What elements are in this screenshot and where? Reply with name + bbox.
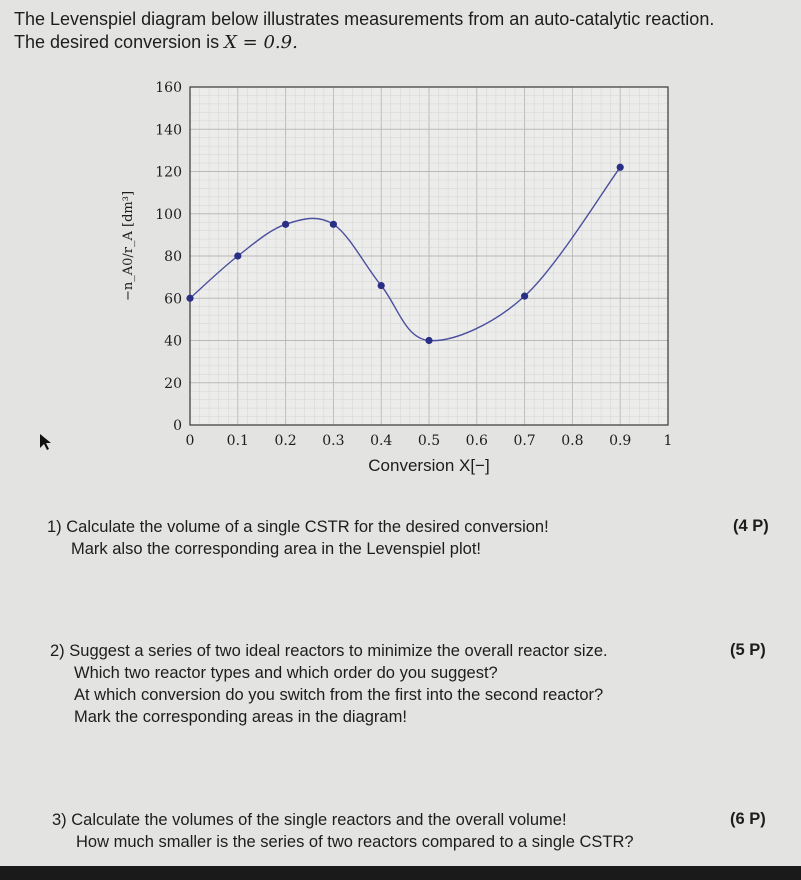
- y-tick-label: 60: [164, 291, 182, 308]
- data-point-marker: [234, 252, 241, 259]
- question-1-line-2: Mark also the corresponding area in the Levenspiel plot!: [71, 540, 481, 558]
- intro-line-1: The Levenspiel diagram below illustrates measurements from an auto-catalytic reaction.: [14, 9, 715, 29]
- question-2-line-4: Mark the corresponding areas in the diagram!: [74, 708, 407, 726]
- x-axis-label: Conversion X[−]: [368, 456, 490, 475]
- question-2-line-1: Suggest a series of two ideal reactors to minimize the overall reactor size.: [69, 642, 608, 660]
- data-point-marker: [617, 164, 624, 171]
- levenspiel-plot-svg: [110, 75, 700, 495]
- data-point-marker: [378, 282, 385, 289]
- levenspiel-chart: [110, 75, 700, 495]
- data-point-marker: [521, 293, 528, 300]
- question-2-number: 2): [50, 642, 65, 660]
- question-3-number: 3): [52, 811, 67, 829]
- y-tick-label: 80: [164, 249, 182, 265]
- question-3-line-1: Calculate the volumes of the single reactors and the overall volume!: [71, 811, 567, 829]
- mouse-cursor-icon: [38, 432, 54, 452]
- x-tick-label: 0.1: [226, 433, 249, 449]
- question-1-points: (4 P): [733, 517, 769, 535]
- data-point-marker: [282, 221, 289, 228]
- x-tick-label: 1: [663, 433, 673, 449]
- y-tick-label: 0: [173, 418, 182, 434]
- y-tick-label: 20: [164, 375, 182, 392]
- x-tick-label: 0.4: [370, 433, 393, 449]
- problem-intro: [14, 8, 714, 54]
- intro-line-2-text: The desired conversion is: [14, 32, 225, 52]
- bottom-edge: [0, 866, 801, 880]
- x-tick-label: 0.5: [417, 433, 441, 449]
- question-2: [50, 640, 608, 728]
- x-tick-label: 0.9: [609, 433, 632, 449]
- intro-conversion-math: X = 0.9.: [224, 32, 298, 53]
- question-2-line-2: Which two reactor types and which order do you suggest?: [74, 664, 498, 682]
- x-tick-label: 0: [185, 433, 195, 449]
- y-tick-label: 160: [155, 80, 182, 96]
- x-tick-label: 0.2: [274, 433, 297, 449]
- question-2-points: (5 P): [730, 641, 766, 659]
- intro-line-2: [14, 31, 714, 54]
- question-1: [47, 516, 549, 560]
- question-2-line-3: At which conversion do you switch from the first into the second reactor?: [74, 686, 604, 704]
- x-tick-label: 0.7: [513, 433, 536, 449]
- question-3-line-2: How much smaller is the series of two reactors compared to a single CSTR?: [76, 833, 634, 851]
- data-point-marker: [186, 295, 193, 302]
- data-point-marker: [330, 221, 337, 228]
- question-3: [52, 809, 634, 853]
- question-1-line-1: Calculate the volume of a single CSTR for the desired conversion!: [66, 518, 549, 536]
- question-1-number: 1): [47, 518, 62, 536]
- question-3-points: (6 P): [730, 810, 766, 828]
- y-tick-label: 40: [164, 333, 182, 350]
- x-tick-label: 0.8: [561, 433, 584, 449]
- y-tick-label: 100: [155, 206, 182, 223]
- x-tick-label: 0.3: [322, 433, 345, 449]
- data-point-marker: [425, 337, 432, 344]
- y-axis-label: −n_A0/r_A [dm³]: [121, 190, 136, 302]
- y-tick-label: 140: [155, 122, 182, 139]
- x-tick-label: 0.6: [465, 433, 488, 449]
- grid-layer: [190, 87, 668, 425]
- y-tick-label: 120: [155, 164, 182, 181]
